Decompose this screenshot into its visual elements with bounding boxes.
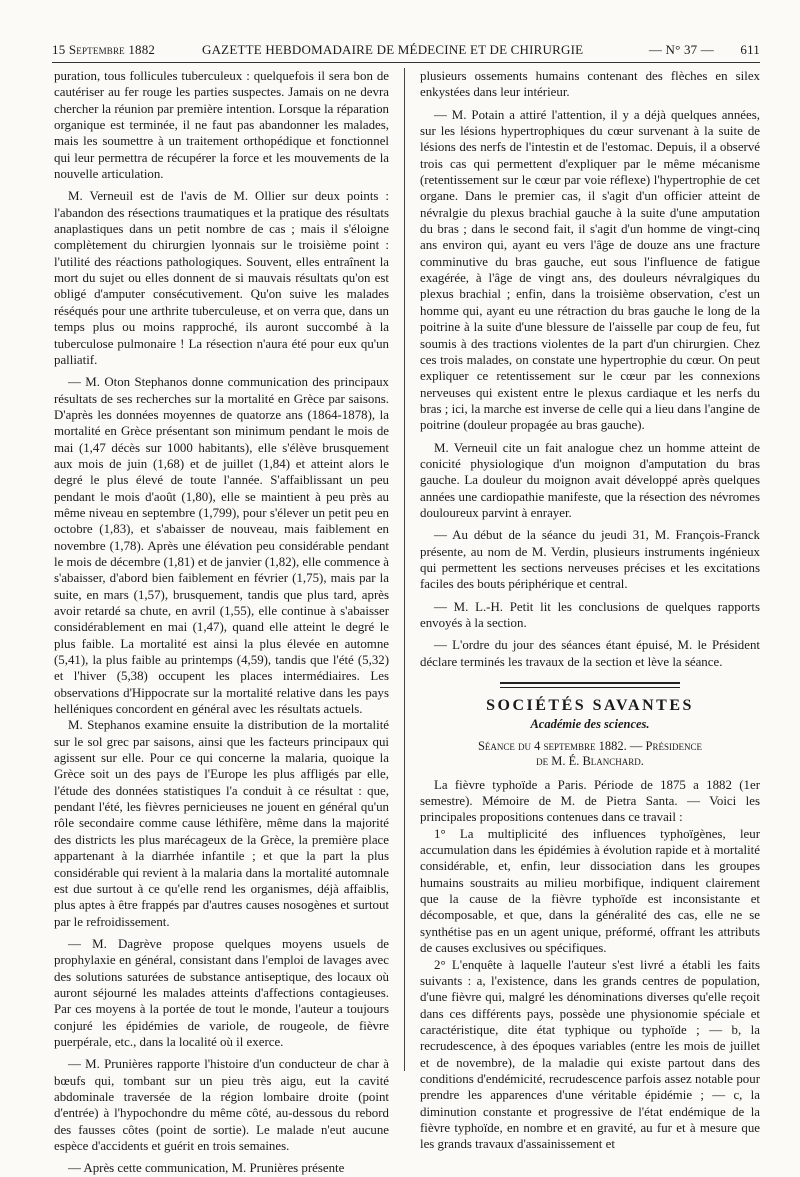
- paragraph: M. Stephanos examine ensuite la distribution de la mortalité sur le sol grec par saisons, ainsi que les facteurs principaux qui agissent sur elle. Pour ce qui concerne la malaria, quoique la Grèce soit un des pays de l'Europe les plus affligés par elle, l'étude des données statistiques l'a conduit à ce résultat : que, pendant l'été, les fièvres pernicieuses ne jouent en général qu'un rôle secondaire comme cause léthifère, même dans la majorité des districts les plus marécageux de la Grèce, la première place appartenant à la diarrhée infantile ; et que la part la plus considérable qui revient à la malaria dans la mortalité automnale est due surtout à ce qu'elle rend les organismes, déjà affaiblis, plus aptes à être frappés par d'autres causes nosogènes et surtout par le refroidissement.: [54, 718, 389, 929]
- seance-line: Séance du 4 septembre 1882. — Présidence: [477, 738, 703, 753]
- paragraph: 2° L'enquête à laquelle l'auteur s'est livré a établi les faits suivants : a, l'existence, dans les grands centres de population, d'une fièvre qui, malgré les dénominations diverses qu'elle reçoit dans ces différents pays, possède une physionomie spéciale et caractéristique, dite état typhique ou typhoïde ; — b, la recrudescence, à des époques variables (entre les mois de juillet et de novembre), de la maladie qui existe partout dans des conditions d'endémicité, recrudescence parfois assez notable pour prendre les apparences d'une véritable épidémie ; — c, la diminution constante et progressive de l'état endémique de la fièvre typhoïde, en nombre et en gravité, au fur et à mesure que les grands travaux d'assainissement et: [420, 957, 760, 1152]
- paragraph: plusieurs ossements humains contenant des flèches en silex enkystées dans leur intérieur.: [420, 69, 760, 100]
- page-header: [52, 40, 760, 63]
- paragraph: — M. Prunières rapporte l'histoire d'un conducteur de char à bœufs qui, tombant sur un pieu très aigu, eut la cavité abdominale traversée de la région lombaire droite (point d'entrée) à l'hypochondre du même côté, au-dessous du rebord des fausses côtes (point de sortie). Le malade n'eut aucune espèce d'accidents et guérit en trois semaines.: [54, 1057, 389, 1153]
- paragraph: M. Verneuil cite un fait analogue chez un homme atteint de conicité physiologique d'un moignon d'amputation du bras gauche. La douleur du moignon avait développé après quelques années une cardiopathie manifeste, que la résection des névromes douloureux parvint à enrayer.: [420, 440, 760, 520]
- issue-date: 15 Septembre 1882: [52, 42, 156, 57]
- paragraph: — M. Dagrève propose quelques moyens usuels de prophylaxie en général, consistant dans l'emploi de lavages avec des solutions saturées de substance antiseptique, des locaux où auront séjourné les malades atteints d'affections contagieuses. Par ces moyens à la portée de tout le monde, l'auteur a toujours conjuré les épidémies de variole, de rougeole, de fièvre puerpérale, etc., dans la localité où il exerce.: [54, 936, 389, 1049]
- left-column: [54, 68, 390, 1176]
- section-title: SOCIÉTÉS SAVANTES: [486, 697, 694, 715]
- paragraph: La fièvre typhoïde a Paris. Période de 1875 a 1882 (1er semestre). Mémoire de M. de Pietra Santa. — Voici les principales propositions contenues dans ce travail :: [420, 777, 760, 825]
- seance-heading: [420, 739, 760, 769]
- journal-title: GAZETTE HEBDOMADAIRE DE MÉDECINE ET DE CHIRURGIE: [202, 42, 584, 57]
- right-column: [420, 68, 760, 1152]
- column-divider: [404, 68, 405, 1071]
- page-number: 611: [740, 42, 760, 57]
- paragraph: — Au début de la séance du jeudi 31, M. François-Franck présente, au nom de M. Verdin, plusieurs instruments ingénieux qui permettent les sections nerveuses précises et les excitations faciles des bouts périphérique et central.: [420, 528, 760, 592]
- paragraph: M. Verneuil est de l'avis de M. Ollier sur deux points : l'abandon des résections traumatiques et la pratique des résultats anaplastiques dans un petit nombre de cas ; mais il s'éloigne complètement du chirurgien lyonnais sur le troisième point : l'utilité des réactions pathologiques. Souvent, elles entraînent la mort du sujet ou elles donnent de si mauvais résultats qu'on est obligé d'amputer consécutivement. Qu'on suive les malades réséqués pour une arthrite tuberculeuse, et on verra que, dans un temps plus ou moins rapproché, ils auront succombé à la tuberculose pulmonaire ! La résection n'aura été pour eux qu'un palliatif.: [54, 189, 389, 367]
- paragraph: — M. Oton Stephanos donne communication des principaux résultats de ses recherches sur la mortalité en Grèce par saisons. D'après les données moyennes de quatorze ans (1864-1878), la mortalité en Grèce présentant son minimum pendant le mois de mai (1,47 décès sur 1000 habitants), elle s'élève brusquement aux mois de juin (1,68) et de juillet (1,84) et atteint alors le degré le plus élevé de toute l'année. S'affaiblissant un peu pendant le mois d'août (1,80), elle se maintient à peu près au même niveau en septembre (1,799), pour s'élever un petit peu en octobre (1,83), et s'abaisser de nouveau, mais faiblement en novembre (1,78). Après une élévation peu considérable pendant le mois de décembre (1,81) et de janvier (1,82), elle commence à s'abaisser, d'abord bien faiblement en février (1,75), mais par la suite, en mars (1,57), brusquement, tandis que plus tard, après avoir retardé sa chute, en avril (1,55), elle continue à s'abaisser considérablement en mai (1,47), quand elle atteint le degré le plus faible. La mortalité est ainsi la plus élevée en automne (5,41), la plus faible au printemps (4,59), tandis que l'été (5,32) et l'hiver (5,38) occupent les places intermédiaires. Les observations d'Hippocrate sur la mortalité relative dans les pays helléniques concordent en général avec les résultats actuels.: [54, 375, 390, 717]
- paragraph: 1° La multiplicité des influences typhoïgènes, leur accumulation dans les épidémies à évolution rapide et à mortalité considérable, et, enfin, leur dissociation dans les groupes humains soustraits au milieu morbifique, indiquent clairement que la cause de la fièvre typhoïde est inconsistante et décomposable, et que, dans la généralité des cas, elle ne se synthétise pas en un agent unique, préformé, offrant les attributs de causes exclusives ou spécifiques.: [420, 826, 760, 956]
- paragraph: — Après cette communication, M. Prunières présente: [68, 1161, 345, 1176]
- paragraph: — L'ordre du jour des séances étant épuisé, M. le Président déclare terminés les travaux de la section et lève la séance.: [420, 638, 760, 669]
- paragraph: puration, tous follicules tuberculeux : quelquefois il sera bon de cautériser au fer rouge les parties suspectes. Jamais on ne devra chercher la réunion par première intention. Lorsque la réparation organique est terminée, il ne faut pas abandonner les malades, mais les soumettre à un traitement orthopédique et fonctionnel qui leur permettra de récupérer la force et les mouvements de la nouvelle articulation.: [54, 69, 389, 182]
- paragraph: — M. L.-H. Petit lit les conclusions de quelques rapports envoyés à la section.: [420, 599, 760, 630]
- section-subtitle: Académie des sciences.: [530, 717, 650, 732]
- section-rule: [500, 682, 680, 688]
- paragraph: — M. Potain a attiré l'attention, il y a déjà quelques années, sur les lésions hypertrophiques du cœur survenant à la suite de lésions des nerfs de l'intestin et de l'estomac. Depuis, il a observé trois cas qui permettent d'expliquer par le même mécanisme (retentissement sur le cœur par voie réflexe) l'hypertrophie de cet organe. Dans le premier cas, il s'agit d'un officier atteint de névralgie du plexus brachial gauche à la suite d'une amputation du bras ; dans le second fait, il s'agit d'un homme de vingt-cinq ans environ qui, ayant eu vers l'âge de douze ans une fracture comminutive du bras gauche, eut sous l'influence de fatigue exagérée, à l'âge de vingt ans, des douleurs névralgiques du plexus brachial ; enfin, dans la troisième observation, c'est un homme qui, ayant eu une rétraction du bras gauche le long de la poitrine à la suite d'une blessure de l'aisselle par coup de feu, fut soumis à des tractions violentes de la part d'un chirurgien. Chez ces trois malades, on constate une hypertrophie du cœur. On peut expliquer ce retentissement sur le cœur par les connexions nerveuses qui existent entre le plexus cardiaque et les nerfs du bras ; ici, la marche est inverse de celle qui a lieu dans l'angine de poitrine (douleur propagée au bras gauche).: [420, 107, 760, 433]
- issue-number: — N° 37 —: [648, 42, 714, 57]
- seance-line: de M. É. Blanchard.: [536, 753, 644, 768]
